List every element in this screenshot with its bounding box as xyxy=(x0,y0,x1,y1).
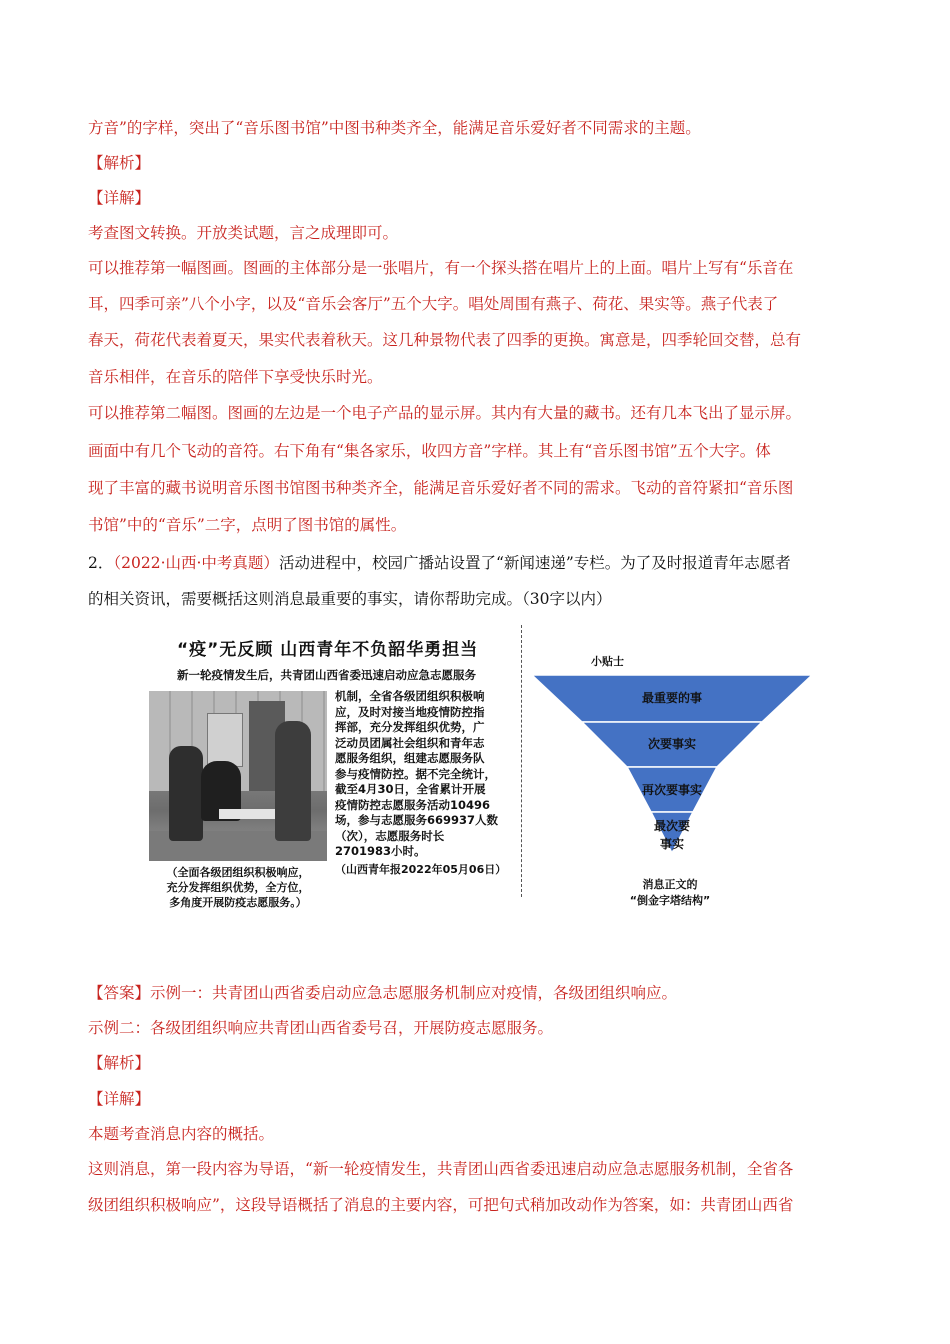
news-title: “疫”无反顾 山西青年不负韶华勇担当 xyxy=(177,640,479,660)
divider xyxy=(521,625,522,897)
text-line: 考查图文转换。开放类试题，言之成理即可。 xyxy=(88,224,399,242)
text-line: 现了丰富的藏书说明音乐图书馆图书种类齐全，能满足音乐爱好者不同的需求。飞动的音符紧扣“音乐图 xyxy=(88,479,794,497)
text-line: 这则消息，第一段内容为导语，“新一轮疫情发生，共青团山西省委迅速启动应急志愿服务机制，全省各 xyxy=(88,1160,794,1178)
news-body-line: 场，参与志愿服务669937人数 xyxy=(335,813,499,827)
question-line xyxy=(88,553,868,573)
news-body-line: 泛动员团属社会组织和青年志 xyxy=(335,735,485,750)
answer-label: 【答案】 xyxy=(88,984,151,1002)
pyramid-label-3: 再次要事实 xyxy=(641,783,703,797)
text-line: 可以推荐第一幅图画。图画的主体部分是一张唱片，有一个探头搭在唱片上的上面。唱片上写有“乐音在 xyxy=(88,259,794,277)
text-line: 书馆”中的“音乐”二字，点明了图书馆的属性。 xyxy=(88,516,407,534)
analysis-label: 【解析】 xyxy=(88,1054,151,1072)
text-line: 音乐相伴，在音乐的陪伴下享受快乐时光。 xyxy=(88,368,383,386)
text-line: 本题考查消息内容的概括。 xyxy=(88,1125,275,1143)
caption-line: 充分发挥组织优势，全方位， xyxy=(166,881,310,894)
news-body-line: （次），志愿服务时长 xyxy=(335,828,445,843)
text-line: 春天，荷花代表着夏天，果实代表着秋天。这几种景物代表了四季的更换。寓意是，四季轮回交替，总有 xyxy=(88,331,802,349)
pyramid-label-4a: 最次要 xyxy=(653,819,691,833)
pyramid-caption xyxy=(615,877,725,909)
news-body-line: 机制，全省各级团组织积极响 xyxy=(335,689,485,703)
tip-label: 小贴士 xyxy=(591,655,624,668)
caption-line: （全面各级团组织积极响应， xyxy=(166,866,310,879)
answer-line xyxy=(88,983,868,1003)
detail-label: 【详解】 xyxy=(88,189,151,207)
news-body-line: 疫情防控志愿服务活动10496 xyxy=(335,797,491,812)
news-body-line: 应，及时对接当地疫情防控指 xyxy=(335,704,485,719)
analysis-label: 【解析】 xyxy=(88,154,151,172)
answer-line: 示例二：各级团组织响应共青团山西省委号召，开展防疫志愿服务。 xyxy=(88,1019,554,1037)
text-line: 方音”的字样，突出了“音乐图书馆”中图书种类齐全，能满足音乐爱好者不同需求的主题。 xyxy=(88,119,701,137)
text-line: 可以推荐第二幅图。图画的左边是一个电子产品的显示屏。其内有大量的藏书。还有几本飞出了显示屏。 xyxy=(88,404,802,422)
inverted-pyramid-diagram xyxy=(530,671,816,861)
pyramid-caption-line: 消息正文的 xyxy=(642,878,698,891)
news-photo xyxy=(149,691,327,861)
question-source: （2022·山西·中考真题） xyxy=(113,554,279,572)
pyramid-label-2: 次要事实 xyxy=(647,737,697,751)
news-body-line: 2701983小时。 xyxy=(335,844,426,858)
text-line: 画面中有几个飞动的音符。右下角有“集各家乐，收四方音”字样。其上有“音乐图书馆”五个大字。体 xyxy=(88,442,771,460)
question-text: 活动进程中，校园广播站设置了“新闻速递”专栏。为了及时报道青年志愿者 xyxy=(278,554,791,572)
photo-caption xyxy=(149,865,327,910)
news-body-line: 参与疫情防控。据不完全统计， xyxy=(335,766,496,781)
question-number: 2． xyxy=(88,554,114,572)
news-lead: 新一轮疫情发生后，共青团山西省委迅速启动应急志愿服务 xyxy=(177,668,476,682)
caption-line: 多角度开展防疫志愿服务。） xyxy=(169,896,307,909)
text-line: 耳，四季可亲”八个小字，以及“音乐会客厅”五个大字。唱处周围有燕子、荷花、果实等。燕子代表了 xyxy=(88,295,779,313)
news-citation: （山西青年报2022年05月06日） xyxy=(335,863,507,876)
detail-label: 【详解】 xyxy=(88,1090,151,1108)
question-figure xyxy=(145,625,865,909)
text-line: 级团组织积极响应”，这段导语概括了消息的主要内容，可把句式稍加改动作为答案，如：共青团山西省 xyxy=(88,1196,794,1214)
answer-text: 示例一：共青团山西省委启动应急志愿服务机制应对疫情，各级团组织响应。 xyxy=(150,984,678,1002)
news-body-line: 挥部，充分发挥组织优势，广 xyxy=(335,720,485,734)
pyramid-label-4b: 事实 xyxy=(659,837,685,851)
question-line: 的相关资讯，需要概括这则消息最重要的事实，请你帮助完成。（30字以内） xyxy=(88,590,612,608)
pyramid-label-1: 最重要的事 xyxy=(641,691,703,705)
news-body-line: 截至4月30日，全省累计开展 xyxy=(335,782,486,796)
news-body-line: 愿服务组织，组建志愿服务队 xyxy=(335,751,485,765)
pyramid-caption-line: “倒金字塔结构” xyxy=(629,894,711,907)
news-body xyxy=(335,689,498,860)
